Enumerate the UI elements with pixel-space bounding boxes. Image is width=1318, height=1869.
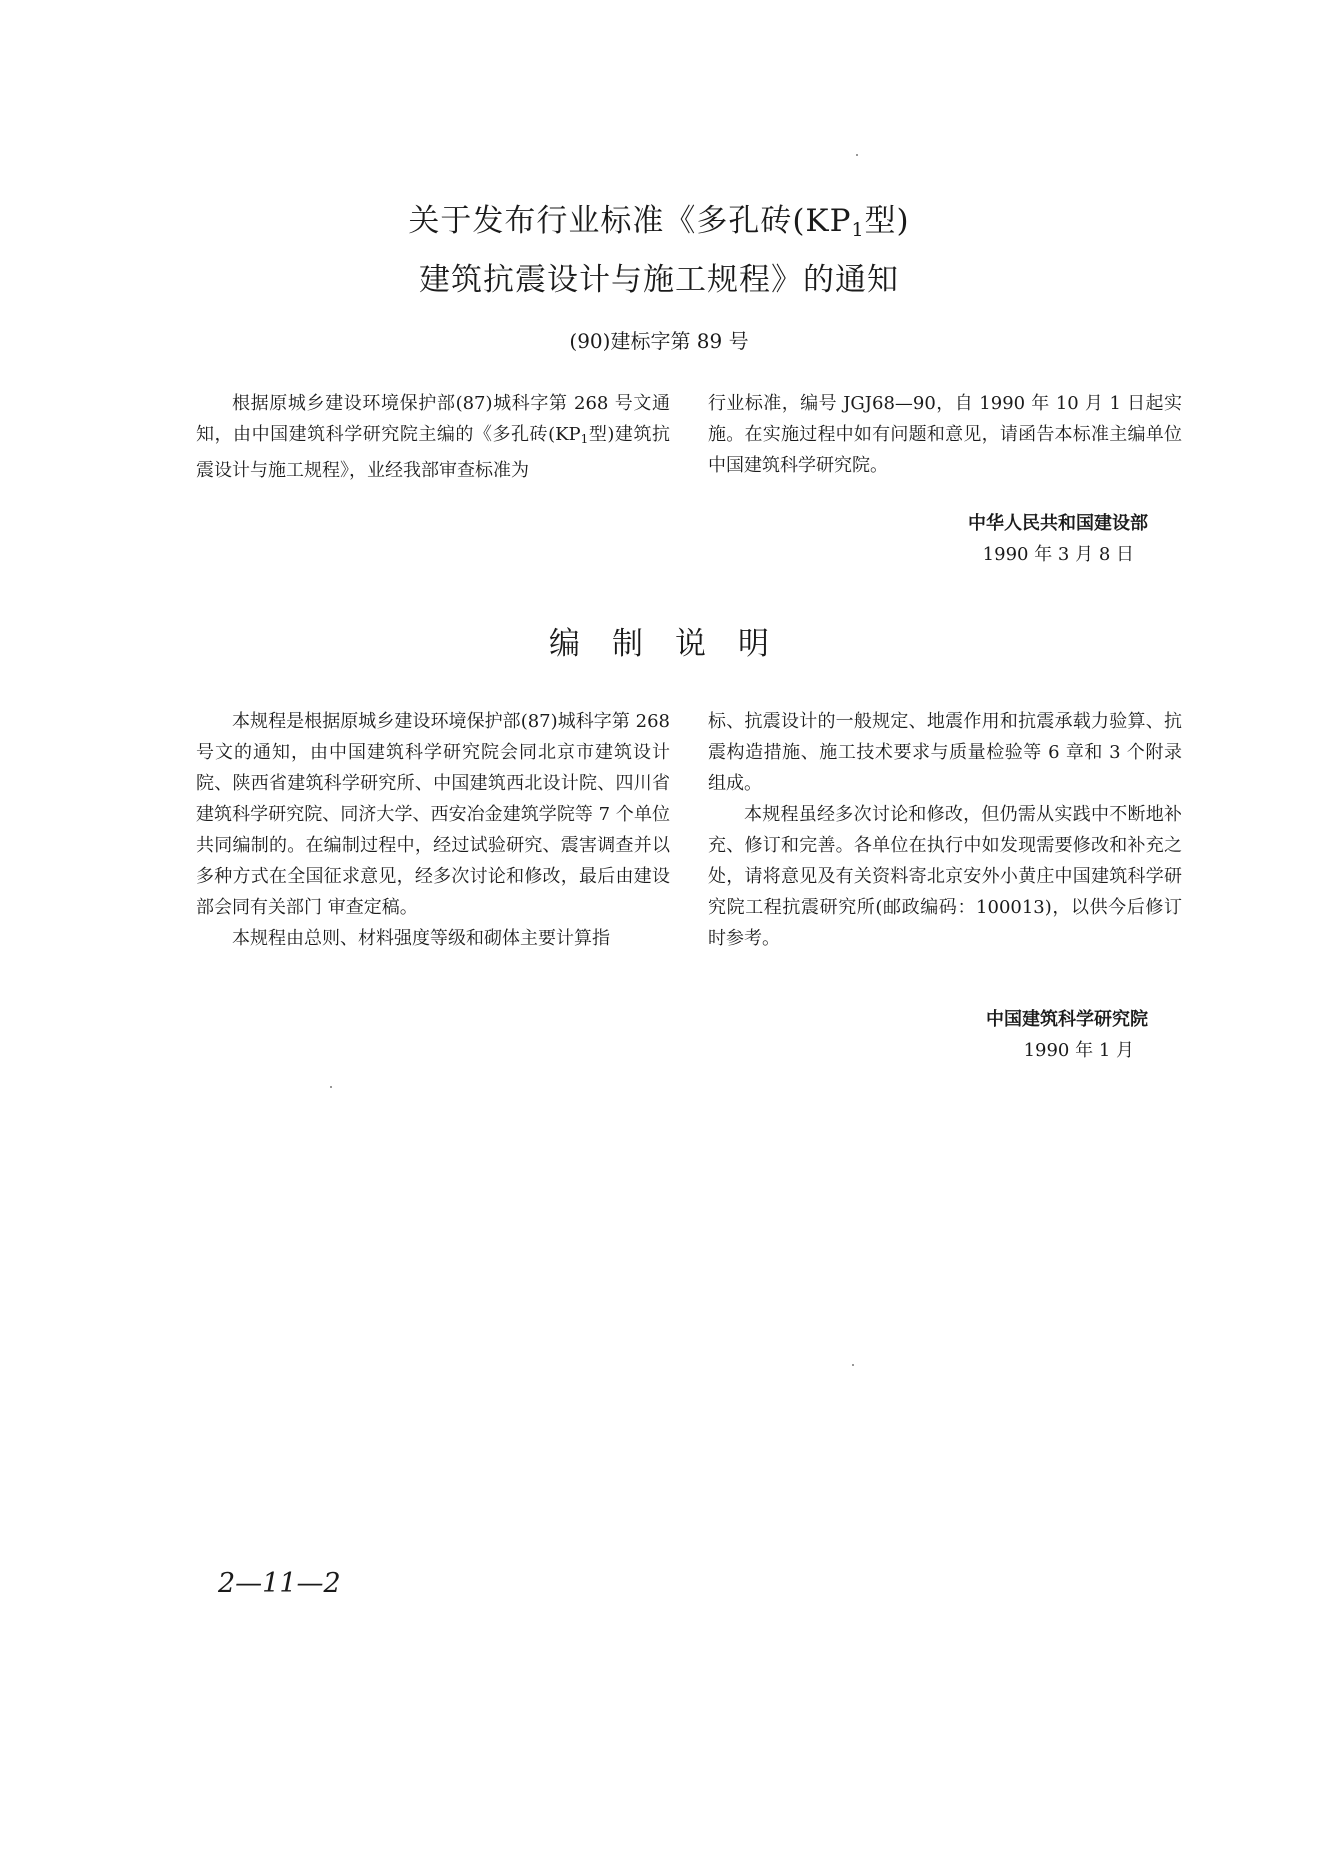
explanation-paragraph-1: 本规程是根据原城乡建设环境保护部(87)城科字第 268 号文的通知，由中国建筑科学研究院会同北京市建筑设计院、陕西省建筑科学研究所、中国建筑西北设计院、四川省建筑科学研究院、同济大学、西安冶金建筑学院等 7 个单位共同编制的。在编制过程中，经过试验研究、震害调查并以多种方式在全国征求意见，经多次讨论和修改，最后由建设部会同有关部门 审查定稿。 [196, 711, 670, 918]
explanation-signature [708, 1004, 1148, 1066]
notice-body-paragraph [196, 388, 670, 486]
notice-title-line2: 建筑抗震设计与施工规程》的通知 [419, 262, 899, 298]
explanation-left-column [196, 706, 670, 954]
notice-title [0, 196, 1318, 305]
notice-doc-number: (90)建标字第 89 号 [569, 329, 749, 353]
notice-signature [708, 508, 1148, 570]
explanation-signature-org: 中国建筑科学研究院 [986, 1009, 1148, 1030]
explanation-paragraph-2-continued: 标、抗震设计的一般规定、地震作用和抗震承载力验算、抗震构造措施、施工技术要求与质量检验等 6 章和 3 个附录组成。 [708, 711, 1182, 794]
explanation-signature-date: 1990 年 1 月 [1023, 1040, 1134, 1061]
explanation-paragraph-2: 本规程由总则、材料强度等级和砌体主要计算指 [232, 928, 610, 949]
page-number: 2—11—2 [218, 1568, 341, 1599]
notice-title-line1-pre: 关于发布行业标准《多孔砖(KP [408, 203, 852, 239]
notice-title-subscript: 1 [851, 219, 865, 241]
scan-speck [856, 154, 858, 156]
notice-title-line1 [0, 196, 1318, 255]
notice-body-right [708, 388, 1182, 481]
notice-title-line1-post: 型) [864, 203, 910, 239]
notice-body-part2: 型)建筑抗震设计与施工规程》，业经我部审查标准为 [196, 424, 670, 481]
notice-body-continued: 行业标准，编号 JGJ68—90，自 1990 年 10 月 1 日起实施。在实施过程中如有问题和意见，请函告本标准主编单位中国建筑科学研究院。 [708, 393, 1182, 476]
notice-body-subscript: 1 [580, 432, 589, 446]
notice-signature-org: 中华人民共和国建设部 [968, 513, 1148, 534]
explanation-paragraph-3: 本规程虽经多次讨论和修改，但仍需从实践中不断地补充、修订和完善。各单位在执行中如发现需要修改和补充之处，请将意见及有关资料寄北京安外小黄庄中国建筑科学研究院工程抗震研究所(邮政编码：100013)，以供今后修订时参考。 [708, 804, 1182, 949]
notice-signature-date: 1990 年 3 月 8 日 [982, 544, 1134, 565]
notice-body-part1: 根据原城乡建设环境保护部(87)城科字第 268 号文通知，由中国建筑科学研究院主编的《多孔砖(KP [196, 393, 670, 445]
explanation-right-column [708, 706, 1182, 954]
scan-speck [330, 1086, 332, 1088]
scan-speck [852, 1364, 854, 1366]
explanation-heading: 编制说明 [549, 626, 801, 662]
notice-body-left [196, 388, 670, 486]
